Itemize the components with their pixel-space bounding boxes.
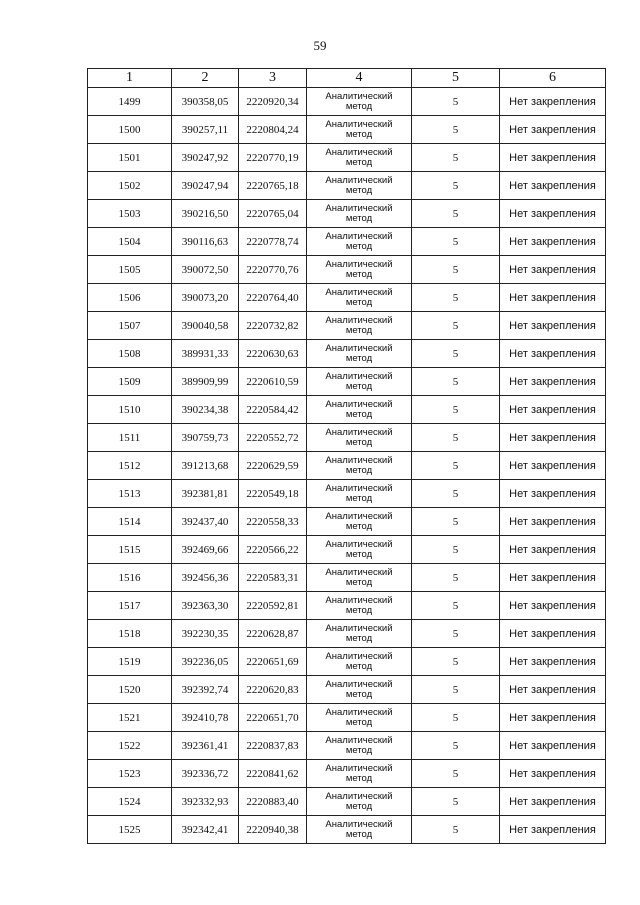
- table-row: [88, 536, 606, 564]
- table-row: [88, 88, 606, 116]
- method-text-line: метод: [345, 100, 373, 112]
- method-text-line: Аналитический: [325, 174, 393, 186]
- y-coordinate-cell: 2220583,31: [239, 564, 307, 592]
- y-coordinate-cell: 2220765,04: [239, 200, 307, 228]
- method-text-line: метод: [345, 772, 373, 784]
- x-coordinate-cell: 390072,50: [172, 256, 239, 284]
- x-coordinate-cell: 390358,05: [172, 88, 239, 116]
- point-number-cell: 1520: [88, 676, 172, 704]
- method-text-line: Аналитический: [325, 566, 393, 578]
- y-coordinate-cell: 2220651,70: [239, 704, 307, 732]
- method-text-line: метод: [345, 744, 373, 756]
- method-text-line: Аналитический: [325, 622, 393, 634]
- y-coordinate-cell: 2220883,40: [239, 788, 307, 816]
- table-row: [88, 564, 606, 592]
- fixing-cell: Нет закрепления: [500, 788, 606, 816]
- fixing-cell: Нет закрепления: [500, 620, 606, 648]
- accuracy-cell: 5: [412, 508, 500, 536]
- x-coordinate-cell: 390234,38: [172, 396, 239, 424]
- table-row: [88, 312, 606, 340]
- x-coordinate-cell: 390257,11: [172, 116, 239, 144]
- fixing-cell: Нет закрепления: [500, 312, 606, 340]
- method-cell: [307, 704, 412, 732]
- method-cell: [307, 424, 412, 452]
- method-text-line: Аналитический: [325, 342, 393, 354]
- x-coordinate-cell: 390759,73: [172, 424, 239, 452]
- x-coordinate-cell: 392392,74: [172, 676, 239, 704]
- point-number-cell: 1519: [88, 648, 172, 676]
- method-text-line: метод: [345, 492, 373, 504]
- method-text-line: Аналитический: [325, 734, 393, 746]
- method-text-line: метод: [345, 156, 373, 168]
- method-cell: [307, 88, 412, 116]
- method-text-line: Аналитический: [325, 286, 393, 298]
- method-cell: [307, 536, 412, 564]
- accuracy-cell: 5: [412, 228, 500, 256]
- method-text-line: метод: [345, 520, 373, 532]
- y-coordinate-cell: 2220620,83: [239, 676, 307, 704]
- table-row: [88, 452, 606, 480]
- table-row: [88, 116, 606, 144]
- y-coordinate-cell: 2220629,59: [239, 452, 307, 480]
- method-text-line: Аналитический: [325, 762, 393, 774]
- method-cell: [307, 620, 412, 648]
- fixing-cell: Нет закрепления: [500, 704, 606, 732]
- method-text-line: метод: [345, 800, 373, 812]
- point-number-cell: 1509: [88, 368, 172, 396]
- accuracy-cell: 5: [412, 760, 500, 788]
- table-row: [88, 788, 606, 816]
- method-text-line: Аналитический: [325, 678, 393, 690]
- method-text-line: метод: [345, 408, 373, 420]
- table-row: [88, 256, 606, 284]
- method-text-line: метод: [345, 240, 373, 252]
- x-coordinate-cell: 392456,36: [172, 564, 239, 592]
- y-coordinate-cell: 2220778,74: [239, 228, 307, 256]
- method-text-line: метод: [345, 548, 373, 560]
- method-cell: [307, 648, 412, 676]
- table-row: [88, 676, 606, 704]
- fixing-cell: Нет закрепления: [500, 228, 606, 256]
- column-header: 4: [307, 69, 412, 88]
- accuracy-cell: 5: [412, 788, 500, 816]
- point-number-cell: 1523: [88, 760, 172, 788]
- table-row: [88, 144, 606, 172]
- point-number-cell: 1500: [88, 116, 172, 144]
- method-text-line: метод: [345, 436, 373, 448]
- fixing-cell: Нет закрепления: [500, 200, 606, 228]
- accuracy-cell: 5: [412, 172, 500, 200]
- x-coordinate-cell: 389909,99: [172, 368, 239, 396]
- method-text-line: Аналитический: [325, 510, 393, 522]
- table-row: [88, 592, 606, 620]
- method-cell: [307, 508, 412, 536]
- column-header: 6: [500, 69, 606, 88]
- method-text-line: метод: [345, 828, 373, 840]
- y-coordinate-cell: 2220940,38: [239, 816, 307, 844]
- table-row: [88, 340, 606, 368]
- method-text-line: Аналитический: [325, 314, 393, 326]
- fixing-cell: Нет закрепления: [500, 536, 606, 564]
- y-coordinate-cell: 2220566,22: [239, 536, 307, 564]
- y-coordinate-cell: 2220920,34: [239, 88, 307, 116]
- method-text-line: Аналитический: [325, 146, 393, 158]
- method-cell: [307, 340, 412, 368]
- x-coordinate-cell: 392361,41: [172, 732, 239, 760]
- accuracy-cell: 5: [412, 200, 500, 228]
- fixing-cell: Нет закрепления: [500, 648, 606, 676]
- fixing-cell: Нет закрепления: [500, 760, 606, 788]
- y-coordinate-cell: 2220837,83: [239, 732, 307, 760]
- y-coordinate-cell: 2220592,81: [239, 592, 307, 620]
- fixing-cell: Нет закрепления: [500, 116, 606, 144]
- x-coordinate-cell: 392363,30: [172, 592, 239, 620]
- point-number-cell: 1510: [88, 396, 172, 424]
- accuracy-cell: 5: [412, 564, 500, 592]
- table-row: [88, 704, 606, 732]
- y-coordinate-cell: 2220764,40: [239, 284, 307, 312]
- fixing-cell: Нет закрепления: [500, 676, 606, 704]
- method-text-line: Аналитический: [325, 818, 393, 830]
- table-row: [88, 284, 606, 312]
- method-text-line: Аналитический: [325, 706, 393, 718]
- fixing-cell: Нет закрепления: [500, 144, 606, 172]
- point-number-cell: 1504: [88, 228, 172, 256]
- x-coordinate-cell: 392336,72: [172, 760, 239, 788]
- method-cell: [307, 368, 412, 396]
- accuracy-cell: 5: [412, 144, 500, 172]
- y-coordinate-cell: 2220630,63: [239, 340, 307, 368]
- method-cell: [307, 676, 412, 704]
- y-coordinate-cell: 2220610,59: [239, 368, 307, 396]
- x-coordinate-cell: 392236,05: [172, 648, 239, 676]
- method-text-line: Аналитический: [325, 650, 393, 662]
- point-number-cell: 1514: [88, 508, 172, 536]
- y-coordinate-cell: 2220770,19: [239, 144, 307, 172]
- accuracy-cell: 5: [412, 592, 500, 620]
- method-cell: [307, 228, 412, 256]
- method-text-line: метод: [345, 324, 373, 336]
- table-row: [88, 396, 606, 424]
- point-number-cell: 1525: [88, 816, 172, 844]
- x-coordinate-cell: 392469,66: [172, 536, 239, 564]
- method-text-line: Аналитический: [325, 370, 393, 382]
- method-cell: [307, 144, 412, 172]
- x-coordinate-cell: 392437,40: [172, 508, 239, 536]
- accuracy-cell: 5: [412, 536, 500, 564]
- y-coordinate-cell: 2220584,42: [239, 396, 307, 424]
- y-coordinate-cell: 2220765,18: [239, 172, 307, 200]
- fixing-cell: Нет закрепления: [500, 284, 606, 312]
- method-text-line: Аналитический: [325, 482, 393, 494]
- table-row: [88, 424, 606, 452]
- x-coordinate-cell: 392230,35: [172, 620, 239, 648]
- method-cell: [307, 788, 412, 816]
- fixing-cell: Нет закрепления: [500, 172, 606, 200]
- method-text-line: метод: [345, 380, 373, 392]
- method-cell: [307, 760, 412, 788]
- method-text-line: Аналитический: [325, 230, 393, 242]
- method-text-line: Аналитический: [325, 398, 393, 410]
- fixing-cell: Нет закрепления: [500, 424, 606, 452]
- accuracy-cell: 5: [412, 284, 500, 312]
- method-text-line: метод: [345, 632, 373, 644]
- table-row: [88, 648, 606, 676]
- point-number-cell: 1503: [88, 200, 172, 228]
- y-coordinate-cell: 2220651,69: [239, 648, 307, 676]
- point-number-cell: 1521: [88, 704, 172, 732]
- method-text-line: метод: [345, 184, 373, 196]
- x-coordinate-cell: 390247,92: [172, 144, 239, 172]
- accuracy-cell: 5: [412, 368, 500, 396]
- method-cell: [307, 732, 412, 760]
- method-cell: [307, 284, 412, 312]
- fixing-cell: Нет закрепления: [500, 340, 606, 368]
- point-number-cell: 1515: [88, 536, 172, 564]
- fixing-cell: Нет закрепления: [500, 508, 606, 536]
- method-text-line: Аналитический: [325, 258, 393, 270]
- method-text-line: Аналитический: [325, 118, 393, 130]
- method-text-line: метод: [345, 352, 373, 364]
- x-coordinate-cell: 392342,41: [172, 816, 239, 844]
- method-cell: [307, 816, 412, 844]
- y-coordinate-cell: 2220770,76: [239, 256, 307, 284]
- fixing-cell: Нет закрепления: [500, 732, 606, 760]
- point-number-cell: 1517: [88, 592, 172, 620]
- method-text-line: Аналитический: [325, 790, 393, 802]
- accuracy-cell: 5: [412, 88, 500, 116]
- table-row: [88, 508, 606, 536]
- point-number-cell: 1522: [88, 732, 172, 760]
- y-coordinate-cell: 2220628,87: [239, 620, 307, 648]
- method-text-line: метод: [345, 464, 373, 476]
- method-text-line: Аналитический: [325, 538, 393, 550]
- method-cell: [307, 396, 412, 424]
- x-coordinate-cell: 390247,94: [172, 172, 239, 200]
- x-coordinate-cell: 390040,58: [172, 312, 239, 340]
- method-cell: [307, 480, 412, 508]
- table-row: [88, 620, 606, 648]
- table-row: [88, 816, 606, 844]
- point-number-cell: 1499: [88, 88, 172, 116]
- method-cell: [307, 592, 412, 620]
- method-cell: [307, 116, 412, 144]
- point-number-cell: 1506: [88, 284, 172, 312]
- accuracy-cell: 5: [412, 116, 500, 144]
- fixing-cell: Нет закрепления: [500, 396, 606, 424]
- accuracy-cell: 5: [412, 676, 500, 704]
- accuracy-cell: 5: [412, 256, 500, 284]
- column-header: 5: [412, 69, 500, 88]
- accuracy-cell: 5: [412, 312, 500, 340]
- method-text-line: метод: [345, 604, 373, 616]
- fixing-cell: Нет закрепления: [500, 480, 606, 508]
- fixing-cell: Нет закрепления: [500, 88, 606, 116]
- accuracy-cell: 5: [412, 480, 500, 508]
- fixing-cell: Нет закрепления: [500, 452, 606, 480]
- accuracy-cell: 5: [412, 452, 500, 480]
- method-cell: [307, 256, 412, 284]
- x-coordinate-cell: 390073,20: [172, 284, 239, 312]
- accuracy-cell: 5: [412, 340, 500, 368]
- method-cell: [307, 312, 412, 340]
- method-cell: [307, 452, 412, 480]
- method-text-line: Аналитический: [325, 594, 393, 606]
- y-coordinate-cell: 2220804,24: [239, 116, 307, 144]
- column-header: 3: [239, 69, 307, 88]
- point-number-cell: 1513: [88, 480, 172, 508]
- method-text-line: Аналитический: [325, 90, 393, 102]
- table-row: [88, 368, 606, 396]
- point-number-cell: 1505: [88, 256, 172, 284]
- point-number-cell: 1516: [88, 564, 172, 592]
- method-text-line: метод: [345, 716, 373, 728]
- fixing-cell: Нет закрепления: [500, 256, 606, 284]
- header-row: [88, 69, 606, 88]
- method-text-line: метод: [345, 688, 373, 700]
- method-text-line: метод: [345, 128, 373, 140]
- method-cell: [307, 172, 412, 200]
- table-row: [88, 228, 606, 256]
- column-header: 1: [88, 69, 172, 88]
- x-coordinate-cell: 392332,93: [172, 788, 239, 816]
- coordinates-table: [87, 68, 606, 844]
- accuracy-cell: 5: [412, 396, 500, 424]
- point-number-cell: 1507: [88, 312, 172, 340]
- point-number-cell: 1518: [88, 620, 172, 648]
- method-text-line: Аналитический: [325, 454, 393, 466]
- method-text-line: метод: [345, 212, 373, 224]
- method-cell: [307, 200, 412, 228]
- point-number-cell: 1501: [88, 144, 172, 172]
- accuracy-cell: 5: [412, 620, 500, 648]
- y-coordinate-cell: 2220732,82: [239, 312, 307, 340]
- y-coordinate-cell: 2220841,62: [239, 760, 307, 788]
- method-text-line: метод: [345, 576, 373, 588]
- method-text-line: Аналитический: [325, 202, 393, 214]
- point-number-cell: 1508: [88, 340, 172, 368]
- x-coordinate-cell: 392410,78: [172, 704, 239, 732]
- column-header: 2: [172, 69, 239, 88]
- accuracy-cell: 5: [412, 704, 500, 732]
- point-number-cell: 1524: [88, 788, 172, 816]
- method-text-line: метод: [345, 268, 373, 280]
- fixing-cell: Нет закрепления: [500, 816, 606, 844]
- x-coordinate-cell: 389931,33: [172, 340, 239, 368]
- accuracy-cell: 5: [412, 732, 500, 760]
- point-number-cell: 1502: [88, 172, 172, 200]
- table-row: [88, 480, 606, 508]
- accuracy-cell: 5: [412, 648, 500, 676]
- page-number: 59: [313, 38, 327, 53]
- table-row: [88, 732, 606, 760]
- fixing-cell: Нет закрепления: [500, 592, 606, 620]
- fixing-cell: Нет закрепления: [500, 564, 606, 592]
- y-coordinate-cell: 2220552,72: [239, 424, 307, 452]
- x-coordinate-cell: 390116,63: [172, 228, 239, 256]
- x-coordinate-cell: 390216,50: [172, 200, 239, 228]
- y-coordinate-cell: 2220558,33: [239, 508, 307, 536]
- y-coordinate-cell: 2220549,18: [239, 480, 307, 508]
- table-row: [88, 760, 606, 788]
- x-coordinate-cell: 391213,68: [172, 452, 239, 480]
- accuracy-cell: 5: [412, 816, 500, 844]
- method-cell: [307, 564, 412, 592]
- point-number-cell: 1511: [88, 424, 172, 452]
- method-text-line: Аналитический: [325, 426, 393, 438]
- point-number-cell: 1512: [88, 452, 172, 480]
- method-text-line: метод: [345, 296, 373, 308]
- x-coordinate-cell: 392381,81: [172, 480, 239, 508]
- accuracy-cell: 5: [412, 424, 500, 452]
- fixing-cell: Нет закрепления: [500, 368, 606, 396]
- table-row: [88, 172, 606, 200]
- method-text-line: метод: [345, 660, 373, 672]
- table-row: [88, 200, 606, 228]
